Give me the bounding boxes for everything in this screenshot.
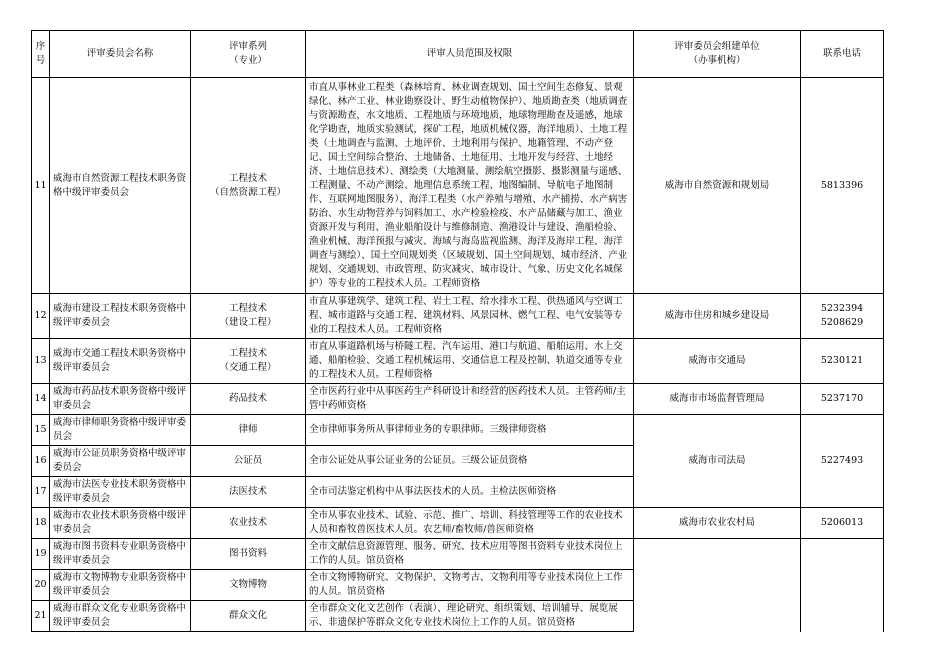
row-phone: 5237170: [801, 384, 884, 415]
row-series: 法医技术: [191, 477, 306, 508]
row-unit: 威海市交通局: [634, 339, 801, 384]
row-phone: 5206013: [801, 508, 884, 539]
row-series: 文物博物: [191, 570, 306, 601]
header-row: [32, 31, 884, 78]
row-series: 农业技术: [191, 508, 306, 539]
committee-table: [31, 30, 884, 632]
row-series: 公证员: [191, 446, 306, 477]
header-scope: 评审人员范围及权限: [306, 31, 634, 78]
row-seq: 19: [32, 539, 50, 570]
row-scope: 全市司法鉴定机构中从事法医技术的人员。主检法医师资格: [306, 477, 634, 508]
row-scope: 全市公证处从事公证业务的公证员。三级公证员资格: [306, 446, 634, 477]
row-committee: 威海市交通工程技术职务资格中级评审委员会: [50, 339, 191, 384]
row-unit: 威海市农业农村局: [634, 508, 801, 539]
row-scope: 全市律师事务所从事律师业务的专职律师。三级律师资格: [306, 415, 634, 446]
row-seq: 11: [32, 78, 50, 294]
row-phone-empty: [801, 539, 884, 632]
row-seq: 18: [32, 508, 50, 539]
row-committee: 威海市农业技术职务资格中级评审委员会: [50, 508, 191, 539]
table-row: [32, 294, 884, 339]
row-seq: 13: [32, 339, 50, 384]
row-series: 群众文化: [191, 601, 306, 632]
row-unit: 威海市自然资源和规划局: [634, 78, 801, 294]
table-row: [32, 339, 884, 384]
row-seq: 20: [32, 570, 50, 601]
row-scope: 全市医药行业中从事医药生产科研设计和经营的医药技术人员。主管药师/主管中药师资格: [306, 384, 634, 415]
row-unit: 威海市市场监督管理局: [634, 384, 801, 415]
row-seq: 16: [32, 446, 50, 477]
table-row: [32, 415, 884, 446]
row-scope: 全市群众文化文艺创作（表演）、理论研究、组织策划、培训辅导、展览展示、非遗保护等群众文化专业技术岗位上工作的人员。馆员资格: [306, 601, 634, 632]
row-phone: 5813396: [801, 78, 884, 294]
row-scope: 全市文献信息资源管理、服务、研究、技术应用等图书资料专业技术岗位上工作的人员。馆员资格: [306, 539, 634, 570]
row-unit-empty: [634, 539, 801, 632]
row-committee: 威海市法医专业技术职务资格中级评审委员会: [50, 477, 191, 508]
row-committee: 威海市群众文化专业职务资格中级评审委员会: [50, 601, 191, 632]
row-seq: 12: [32, 294, 50, 339]
row-seq: 17: [32, 477, 50, 508]
row-scope: 市直从事林业工程类（森林培育、林业调查规划、国土空间生态修复、景观绿化、林产工业、林业勘察设计、野生动植物保护）、地质勘查类（地质调查与资源勘查，水文地质、工程地质与环境地质，地球物理勘查及遥感，地球化学勘查，地质实验测试，探矿工程，地质机械仪器，海洋地质）、土地工程类（土地调查与监测、土地评价、土地利用与保护、地籍管理、不动产登记、国土空间综合整治、土地储备、土地征用、土地开发与经营、土地经济、土地信息技术）、测绘类（大地测量、测绘航空摄影、摄影测量与遥感、工程测量、不动产测绘、地理信息系统工程、地图编制、导航电子地图制作、互联网地图服务）、海洋工程类（水产养殖与增殖、水产捕捞、水产病害防治、水生动物营养与饲料加工、水产检验检疫、水产品储藏与加工、渔业资源开发与利用、渔业船舶设计与维修制造、渔港设计与建设、渔船检验、渔业机械、海洋预报与减灾、海域与海岛监视监测、海洋及海岸工程、海洋调查与测绘）、国土空间规划类（区域规划、国土空间规划、城市经济、产业规划、交通规划、市政管理、防灾减灾、城市设计、气象、历史文化名城保护）等专业的工程技术人员。工程师资格: [306, 78, 634, 294]
row-committee: 威海市建设工程技术职务资格中级评审委员会: [50, 294, 191, 339]
row-committee: 威海市律师职务资格中级评审委员会: [50, 415, 191, 446]
table-row: [32, 384, 884, 415]
row-series: 律师: [191, 415, 306, 446]
row-series: 工程技术 （自然资源工程）: [191, 78, 306, 294]
row-scope: 市直从事道路机场与桥隧工程、汽车运用、港口与航道、船舶运用、水上交通、船舶检验、交通工程机械运用、交通信息工程及控制、轨道交通等专业的工程技术人员。工程师资格: [306, 339, 634, 384]
header-committee: 评审委员会名称: [50, 31, 191, 78]
row-seq: 21: [32, 601, 50, 632]
row-phone: 5230121: [801, 339, 884, 384]
row-scope: 市直从事建筑学、建筑工程、岩土工程、给水排水工程、供热通风与空调工程、城市道路与交通工程、建筑材料、风景园林、燃气工程、电气安装等专业的工程技术人员。工程师资格: [306, 294, 634, 339]
table-row: [32, 78, 884, 294]
table-row: [32, 539, 884, 570]
row-committee: 威海市药品技术职务资格中级评审委员会: [50, 384, 191, 415]
row-scope: 全市从事农业技术、试验、示范、推广、培训、科技管理等工作的农业技术人员和畜牧兽医技术人员。农艺师/畜牧师/兽医师资格: [306, 508, 634, 539]
row-scope: 全市文物博物研究、文物保护、文物考古、文物利用等专业技术岗位上工作的人员。馆员资格: [306, 570, 634, 601]
header-phone: 联系电话: [801, 31, 884, 78]
row-seq: 14: [32, 384, 50, 415]
row-series: 工程技术 （交通工程）: [191, 339, 306, 384]
row-committee: 威海市自然资源工程技术职务资格中级评审委员会: [50, 78, 191, 294]
row-series: 药品技术: [191, 384, 306, 415]
row-committee: 威海市公证员职务资格中级评审委员会: [50, 446, 191, 477]
row-committee: 威海市图书资料专业职务资格中级评审委员会: [50, 539, 191, 570]
row-series: 图书资料: [191, 539, 306, 570]
row-phone: 5227493: [801, 415, 884, 508]
row-unit: 威海市住房和城乡建设局: [634, 294, 801, 339]
row-series: 工程技术 （建设工程）: [191, 294, 306, 339]
header-series: 评审系列 （专业）: [191, 31, 306, 78]
row-unit: 威海市司法局: [634, 415, 801, 508]
row-phone: 5232394 5208629: [801, 294, 884, 339]
row-seq: 15: [32, 415, 50, 446]
header-seq: 序 号: [32, 31, 50, 78]
row-committee: 威海市文物博物专业职务资格中级评审委员会: [50, 570, 191, 601]
table-row: [32, 508, 884, 539]
header-unit: 评审委员会组建单位 （办事机构）: [634, 31, 801, 78]
